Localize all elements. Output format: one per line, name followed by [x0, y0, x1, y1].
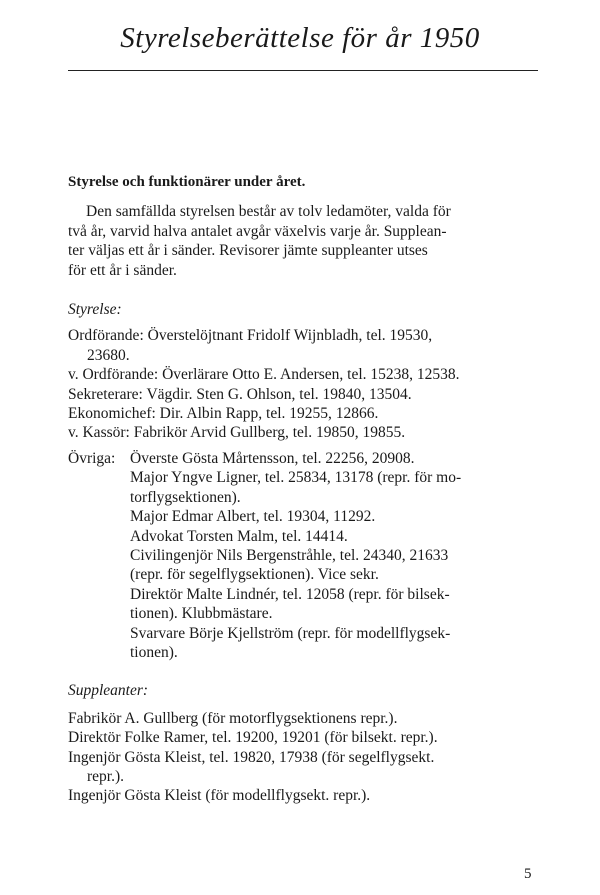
entry-continuation: (repr. för segelflygsektionen). Vice sekr.: [130, 566, 379, 584]
entry-line: Ingenjör Gösta Kleist (för modellflygsekt. repr.).: [68, 787, 371, 805]
entry-continuation: torflygsektionen).: [130, 488, 241, 506]
entry-line: Advokat Torsten Malm, tel. 14414.: [130, 527, 348, 545]
ovriga-entry: [130, 449, 540, 468]
entry-continuation: tionen). Klubbmästare.: [130, 605, 273, 623]
styrelse-heading: Styrelse:: [68, 301, 122, 319]
entry-line: Sekreterare: Vägdir. Sten G. Ohlson, tel. 19840, 13504.: [68, 385, 412, 403]
ovriga-entry: [130, 527, 540, 546]
entry-line: Civilingenjör Nils Bergenstråhle, tel. 24340, 21633: [130, 546, 449, 564]
document-body: [68, 173, 540, 806]
entry-line: Ingenjör Gösta Kleist, tel. 19820, 17938 (för segelflygsekt.: [68, 748, 435, 766]
ovriga-list: [130, 449, 540, 662]
deputy-entry: [68, 709, 540, 728]
entry-line: Ordförande: Överstelöjtnant Fridolf Wijnbladh, tel. 19530,: [68, 327, 433, 345]
ovriga-entry: [130, 507, 540, 526]
entry-line: Major Yngve Ligner, tel. 25834, 13178 (repr. för mo-: [130, 469, 462, 487]
entry-line: Fabrikör A. Gullberg (för motorflygsektionens repr.).: [68, 709, 398, 727]
intro-line: för ett år i sänder.: [68, 261, 177, 279]
title-rule: [68, 70, 538, 71]
ovriga-entry: [130, 624, 540, 663]
board-member-entry: [68, 385, 540, 404]
page-title: Styrelseberättelse för år 1950: [120, 22, 480, 54]
ovriga-entry: [130, 546, 540, 585]
board-member-entry: [68, 326, 540, 365]
intro-paragraph: [68, 202, 540, 280]
entry-line: Svarvare Börje Kjellström (repr. för modellflygsek-: [130, 624, 451, 642]
entry-continuation: tionen).: [130, 643, 178, 661]
ovriga-section: [68, 449, 540, 662]
entry-line: v. Kassör: Fabrikör Arvid Gullberg, tel. 19850, 19855.: [68, 424, 406, 442]
board-member-entry: [68, 404, 540, 423]
entry-line: Direktör Folke Ramer, tel. 19200, 19201 (för bilsekt. repr.).: [68, 729, 438, 747]
entry-continuation: 23680.: [87, 346, 130, 364]
deputy-entry: [68, 748, 540, 787]
deputy-entry: [68, 728, 540, 747]
intro-line: ter väljas ett år i sänder. Revisorer jämte suppleanter utses: [68, 242, 428, 260]
entry-line: Överste Gösta Mårtensson, tel. 22256, 20908.: [130, 449, 415, 467]
entry-line: Direktör Malte Lindnér, tel. 12058 (repr. för bilsek-: [130, 585, 450, 603]
intro-line: Den samfällda styrelsen består av tolv ledamöter, valda för: [86, 203, 451, 221]
ovriga-entry: [130, 468, 540, 507]
entry-line: v. Ordförande: Överlärare Otto E. Andersen, tel. 15238, 12538.: [68, 366, 460, 384]
section-heading: Styrelse och funktionärer under året.: [68, 174, 306, 190]
styrelse-list: [68, 326, 540, 442]
suppleanter-list: [68, 709, 540, 806]
entry-line: Ekonomichef: Dir. Albin Rapp, tel. 19255, 12866.: [68, 405, 379, 423]
page-number: 5: [524, 866, 532, 882]
suppleanter-heading: Suppleanter:: [68, 682, 149, 700]
ovriga-entry: [130, 585, 540, 624]
board-member-entry: [68, 423, 540, 442]
board-member-entry: [68, 365, 540, 384]
entry-continuation: repr.).: [87, 767, 125, 785]
intro-line: två år, varvid halva antalet avgår växelvis varje år. Supplean-: [68, 222, 447, 240]
deputy-entry: [68, 786, 540, 805]
entry-line: Major Edmar Albert, tel. 19304, 11292.: [130, 508, 376, 526]
ovriga-label: Övriga:: [68, 449, 116, 467]
